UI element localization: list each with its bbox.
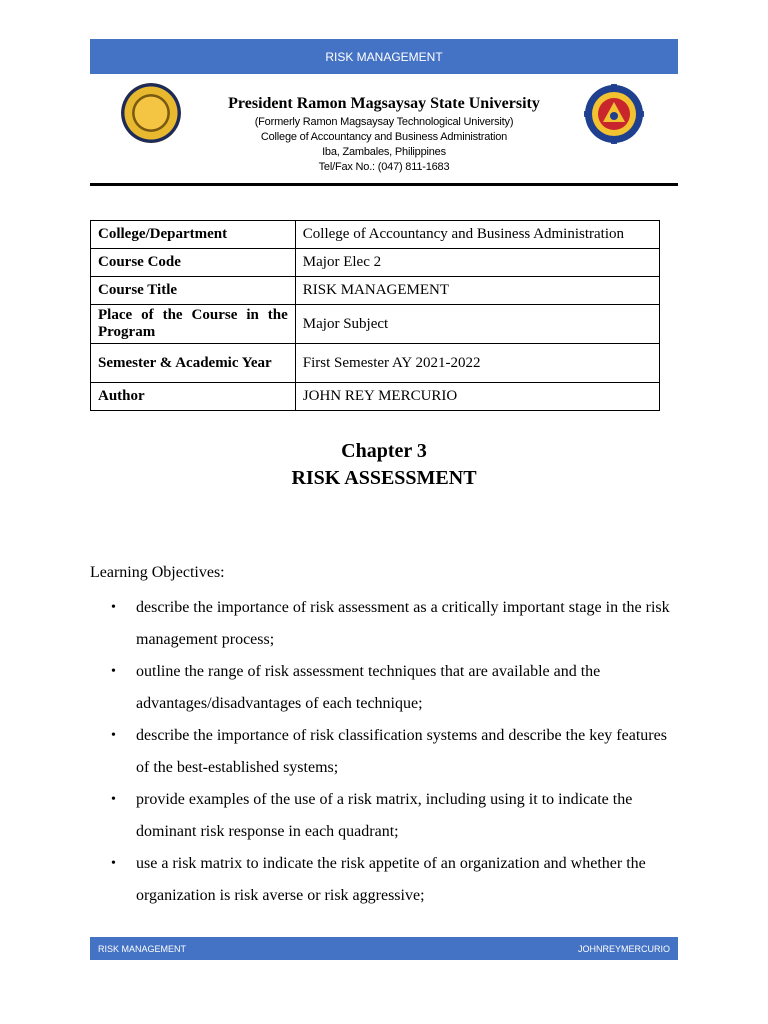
table-row [91,344,660,383]
list-item [90,784,680,847]
objectives-heading: Learning Objectives: [90,564,225,581]
row-label: Course Title [91,277,296,305]
row-label: Author [91,383,296,411]
address-line: Iba, Zambales, Philippines [322,146,446,158]
college-line: College of Accountancy and Business Administration [260,131,508,143]
college-seal-icon [584,84,644,144]
footer-left-text: RISK MANAGEMENT [98,943,187,954]
bullet-icon: • [111,600,116,615]
list-item [90,592,680,655]
row-label: Course Code [91,249,296,277]
list-item [90,720,680,783]
footer-banner [90,937,678,960]
header-banner [90,39,678,74]
table-row [91,383,660,411]
formerly-line: (Formerly Ramon Magsaysay Technological University) [254,116,514,128]
row-value: College of Accountancy and Business Administration [295,221,659,249]
row-value: First Semester AY 2021-2022 [295,344,659,383]
row-value: Major Elec 2 [295,249,659,277]
list-item [90,848,680,911]
header-divider [90,183,678,186]
objectives-list [90,592,680,912]
table-row [91,277,660,305]
footer-right-text: JOHNREYMERCURIO [577,943,670,954]
chapter-number: Chapter 3 [341,440,427,462]
bullet-icon: • [111,856,116,871]
chapter-title: RISK ASSESSMENT [291,467,477,489]
list-item-text: outline the range of risk assessment techniques that are available and the advantages/disadvantages of each technique; [136,663,601,712]
contact-line: Tel/Fax No.: (047) 811-1683 [318,161,450,173]
bullet-icon: • [111,664,116,679]
list-item-text: describe the importance of risk classification systems and describe the key features of the best-established systems; [136,727,667,776]
list-item-text: describe the importance of risk assessment as a critically important stage in the risk management process; [136,599,670,648]
bullet-icon: • [111,728,116,743]
row-value: Major Subject [295,305,659,344]
bullet-icon: • [111,792,116,807]
letterhead [180,93,588,175]
university-name: President Ramon Magsaysay State University [228,95,540,112]
row-label: College/Department [91,221,296,249]
list-item [90,656,680,719]
university-seal-icon [121,83,181,143]
table-row [91,305,660,344]
list-item-text: use a risk matrix to indicate the risk appetite of an organization and whether the organization is risk averse or risk aggressive; [136,855,646,904]
course-info-table [90,220,660,411]
header-banner-text: RISK MANAGEMENT [325,49,443,64]
row-value: RISK MANAGEMENT [295,277,659,305]
row-label: Place of the Course in the Program [91,305,296,344]
table-row [91,221,660,249]
table-row [91,249,660,277]
row-value: JOHN REY MERCURIO [295,383,659,411]
list-item-text: provide examples of the use of a risk matrix, including using it to indicate the dominant risk response in each quadrant; [136,791,633,840]
row-label: Semester & Academic Year [91,344,296,383]
